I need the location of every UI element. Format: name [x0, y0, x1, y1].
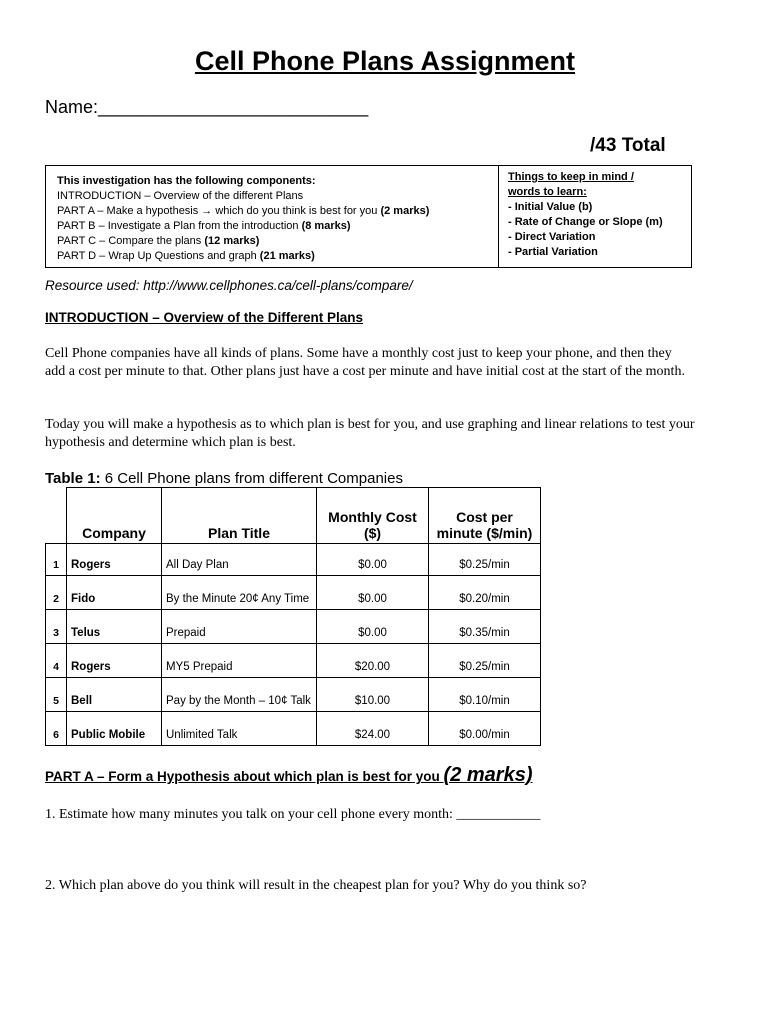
components-heading: This investigation has the following components: [57, 175, 316, 187]
term-item: - Direct Variation [508, 231, 596, 243]
plans-table [45, 487, 541, 746]
resource-line: Resource used: http://www.cellphones.ca/cell-plans/compare/ [45, 278, 413, 293]
component-item: INTRODUCTION – Overview of the different Plans [57, 190, 304, 202]
table-row: 2 Fido By the Minute 20¢ Any Time $0.00 $0.20/min [46, 576, 541, 610]
components-box [45, 165, 692, 268]
components-list [46, 166, 499, 267]
keep-in-mind-list [499, 166, 691, 267]
component-item: PART D – Wrap Up Questions and graph (21 marks) [57, 250, 315, 262]
name-field-line: Name:___________________________ [45, 97, 369, 117]
question-1: 1. Estimate how many minutes you talk on your cell phone every month: ____________ [45, 807, 541, 822]
component-item: PART B – Investigate a Plan from the introduction (8 marks) [57, 220, 351, 232]
component-item: PART A – Make a hypothesis → which do you think is best for you (2 marks) [57, 205, 430, 217]
table-row: 6 Public Mobile Unlimited Talk $24.00 $0.00/min [46, 712, 541, 746]
total-marks: /43 Total [590, 135, 666, 156]
page-title: Cell Phone Plans Assignment [194, 46, 576, 76]
intro-paragraph-2: Today you will make a hypothesis as to which plan is best for you, and use graphing and linear relations to test your hypothesis and determine which plan is best. [45, 417, 695, 450]
table-row: 3 Telus Prepaid $0.00 $0.35/min [46, 610, 541, 644]
table-row: 1 Rogers All Day Plan $0.00 $0.25/min [46, 544, 541, 576]
header-monthly-cost: Monthly Cost ($) [317, 488, 429, 544]
component-item: PART C – Compare the plans (12 marks) [57, 235, 260, 247]
part-a-heading: PART A – Form a Hypothesis about which plan is best for you (2 marks) [45, 764, 533, 786]
keep-in-mind-heading-2: words to learn: [508, 186, 587, 198]
table-row: 4 Rogers MY5 Prepaid $20.00 $0.25/min [46, 644, 541, 678]
keep-in-mind-heading: Things to keep in mind / [508, 171, 634, 183]
term-item: - Initial Value (b) [508, 201, 593, 213]
header-cost-per-minute: Cost per minute ($/min) [429, 488, 541, 544]
table-header-row [46, 488, 541, 544]
term-item: - Rate of Change or Slope (m) [508, 216, 663, 228]
question-2: 2. Which plan above do you think will result in the cheapest plan for you? Why do you think so? [45, 878, 587, 893]
header-company: Company [67, 488, 162, 544]
table-caption: Table 1: 6 Cell Phone plans from different Companies [45, 470, 403, 487]
table-row: 5 Bell Pay by the Month – 10¢ Talk $10.00 $0.10/min [46, 678, 541, 712]
header-plan-title: Plan Title [162, 488, 317, 544]
header-empty [46, 488, 67, 544]
intro-heading: INTRODUCTION – Overview of the Different Plans [45, 310, 364, 325]
intro-paragraph-1: Cell Phone companies have all kinds of plans. Some have a monthly cost just to keep your phone, and then they add a cost per minute to that. Other plans just have a cost per minute and have initial cost at the start of the month. [45, 346, 685, 379]
term-item: - Partial Variation [508, 246, 598, 258]
